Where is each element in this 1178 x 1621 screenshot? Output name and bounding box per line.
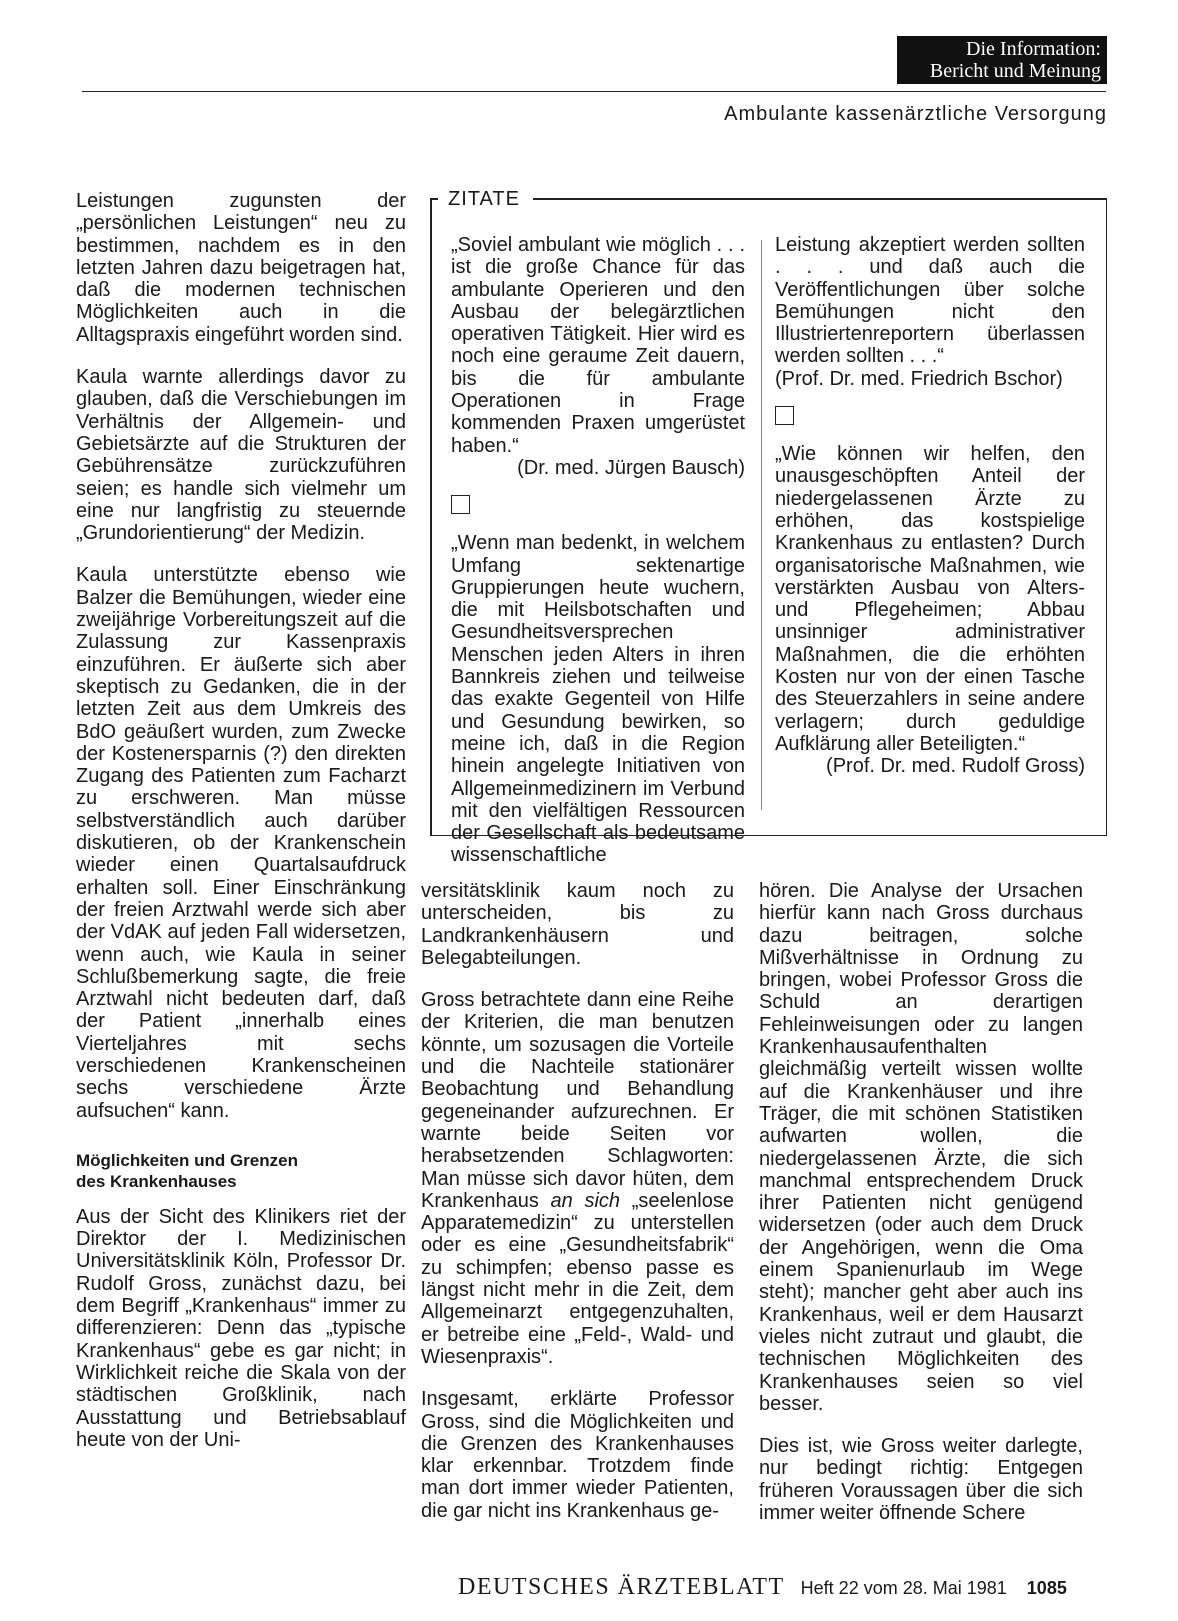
page-footer <box>458 1574 1067 1601</box>
quote-text: Leistung akzeptiert werden sollten . . . und daß auch die Veröffentlichungen über solche Bemühungen nicht den Illustriertenreportern überlassen werden sollten . . .“ <box>775 234 1085 368</box>
page-number: 1085 <box>1026 1578 1067 1598</box>
square-separator-icon <box>775 406 794 425</box>
section-label-line2: Bericht und Meinung <box>929 60 1101 82</box>
running-head: Ambulante kassenärztliche Versorgung <box>724 103 1107 125</box>
section-label-line1: Die Information: <box>966 38 1101 60</box>
section-subhead <box>76 1150 406 1192</box>
journal-name: DEUTSCHES ÄRZTEBLATT <box>458 1574 785 1600</box>
quote-attribution: (Dr. med. Jürgen Bausch) <box>517 456 745 479</box>
paragraph: Aus der Sicht des Klinikers riet der Direktor der I. Medizinischen Universitätsklinik Köln, Professor Dr. Rudolf Gross, zunächst dazu, bei dem Begriff „Krankenhaus“ immer zu differenzieren: Denn das „typische Krankenhaus“ gebe es gar nicht; in Wirklichkeit reiche die Skala von der städtischen Großklinik, nach Ausstattung und Betriebsablauf heute von der Uni- <box>76 1205 406 1451</box>
quote-text: „Wie können wir helfen, den unausgeschöpften Anteil der niedergelassenen Ärzte zu erhöhen, das kostspielige Krankenhaus zu entlasten? Durch organisatorische Maßnahmen, wie verstärkten Ausbau von Alters- und Pflegeheimen; Abbau unsinniger administrativer Maßnahmen, die die erhöhten Kosten nur von der einen Tasche des Steuerzahlers in seine andere verlagern; durch geduldige Aufklärung aller Beteiligten.“ <box>775 443 1085 755</box>
box-rule <box>533 198 1106 200</box>
zitate-label: ZITATE <box>448 188 520 210</box>
box-rule <box>430 198 432 208</box>
zitate-left-column <box>451 234 745 867</box>
paragraph: Leistungen zugunsten der „persönlichen Leistungen“ neu zu bestimmen, nachdem es in den letzten Jahren dazu beigetragen hat, daß die modernen technischen Möglichkeiten auch in die Alltagspraxis eingeführt worden sind. <box>76 190 406 346</box>
subhead-line: Möglichkeiten und Grenzen <box>76 1150 298 1170</box>
paragraph: Kaula unterstützte ebenso wie Balzer die Bemühungen, wieder eine zweijährige Vorbereitungszeit auf die Zulassung zur Kassenpraxis einzuführen. Er äußerte sich aber skeptisch zu Gedanken, die in der letzten Zeit aus dem Umkreis des BdO geäußert wurden, zum Zwecke der Kostenersparnis (?) den direkten Zugang des Patienten zum Facharzt zu erschweren. Man müsse selbstverständlich auch darüber diskutieren, ob der Krankenschein wieder einen Quartalsaufdruck erhalten soll. Einer Einschränkung der freien Arztwahl werde sich aber der VdAK auf jeden Fall widersetzen, wenn auch, wie Kaula in seiner Schlußbemerkung sagte, die freie Arztwahl nicht bedeuten darf, daß der Patient „innerhalb eines Vierteljahres mit sechs verschiedenen Krankenscheinen sechs verschiedene Ärzte aufsuchen“ kann. <box>76 564 406 1122</box>
paragraph: versitätsklinik kaum noch zu unterscheiden, bis zu Landkrankenhäusern und Belegabteilungen. <box>421 880 734 969</box>
quote-text: „Wenn man bedenkt, in welchem Umfang sektenartige Gruppierungen heute wuchern, die mit Heilsbotschaften und Gesundheitsversprechen Menschen jeden Alters in ihren Bannkreis ziehen und teilweise das exakte Gegenteil von Hilfe und Gesundung bewirken, so meine ich, daß in die Region hinein angelegte Initiativen von Allgemeinmedizinern im Verbund mit den vielfältigen Ressourcen der Gesellschaft als bedeutsame wissenschaftliche <box>451 532 745 867</box>
box-rule <box>430 208 432 835</box>
right-column <box>759 880 1083 1544</box>
paragraph-text: „seelenlose Apparatemedizin“ zu unterstellen oder es eine „Gesundheitsfabrik“ zu schimpfen; ebenso passe es längst nicht mehr in die Zeit, dem Allgemeinarzt entgegenzuhalten, er betreibe eine „Feld-, Wald- und Wiesenpraxis“. <box>421 1189 734 1368</box>
issue-info: Heft 22 vom 28. Mai 1981 <box>800 1578 1007 1598</box>
middle-column <box>421 880 734 1542</box>
quote-text: „Soviel ambulant wie möglich . . . ist die große Chance für das ambulante Operieren und den Ausbau der belegärztlichen operativen Tätigkeit. Hier wird es noch eine geraume Zeit dauern, bis die für ambulante Operationen in Frage kommenden Praxen umgerüstet haben.“ <box>451 234 745 457</box>
paragraph: hören. Die Analyse der Ursachen hierfür kann nach Gross durchaus dazu beitragen, solche Mißverhältnisse in Ordnung zu bringen, wobei Professor Gross die Schuld an derartigen Fehleinweisungen oder zu langen Krankenhausaufenthalten gleichmäßig verteilt wissen wollte auf die Krankenhäuser und ihre Träger, die mit schönen Statistiken aufwarten wollen, die niedergelassenen Ärzte, die sich manchmal entsprechendem Druck ihrer Patienten nicht genügend widersetzen (oder auch dem Druck der Angehörigen, wenn die Oma einem Spanienurlaub im Wege steht); mancher geht aber auch ins Krankenhaus, weil er dem Hausarzt vieles nicht zutraut und glaubt, die technischen Möglichkeiten des Krankenhauses seien so viel besser. <box>759 880 1083 1415</box>
paragraph <box>421 989 734 1368</box>
paragraph-italic: an sich <box>550 1189 621 1212</box>
subhead-line: des Krankenhauses <box>76 1171 237 1191</box>
left-column <box>76 190 406 1471</box>
paragraph-text: Gross betrachtete dann eine Reihe der Kriterien, die man benutzen könnte, um sozusagen die Vorteile und die Nachteile stationärer Beobachtung und Behandlung gegeneinander aufzurechnen. Er warnte beide Seiten vor herabsetzenden Schlagworten: Man müsse sich davor hüten, dem Krankenhaus <box>421 989 734 1212</box>
box-column-divider <box>761 240 762 810</box>
paragraph: Insgesamt, erklärte Professor Gross, sind die Möglichkeiten und die Grenzen des Krankenhauses klar erkennbar. Trotzdem finde man dort immer wieder Patienten, die gar nicht ins Krankenhaus ge- <box>421 1388 734 1522</box>
square-separator-icon <box>451 495 470 514</box>
zitate-right-column <box>775 234 1085 778</box>
quote-attribution: (Prof. Dr. med. Friedrich Bschor) <box>775 367 1063 390</box>
paragraph: Dies ist, wie Gross weiter darlegte, nur bedingt richtig: Entgegen früheren Voraussagen über die sich immer weiter öffnende Schere <box>759 1435 1083 1525</box>
section-badge <box>897 36 1107 84</box>
header-rule <box>82 91 1106 92</box>
paragraph: Kaula warnte allerdings davor zu glauben, daß die Verschiebungen im Verhältnis der Allgemein- und Gebietsärzte auf die Strukturen der Gebührensätze zurückzuführen seien; es handle sich vielmehr um eine nur langfristig zu steuernde „Grundorientierung“ der Medizin. <box>76 366 406 545</box>
quote-attribution: (Prof. Dr. med. Rudolf Gross) <box>826 755 1085 778</box>
